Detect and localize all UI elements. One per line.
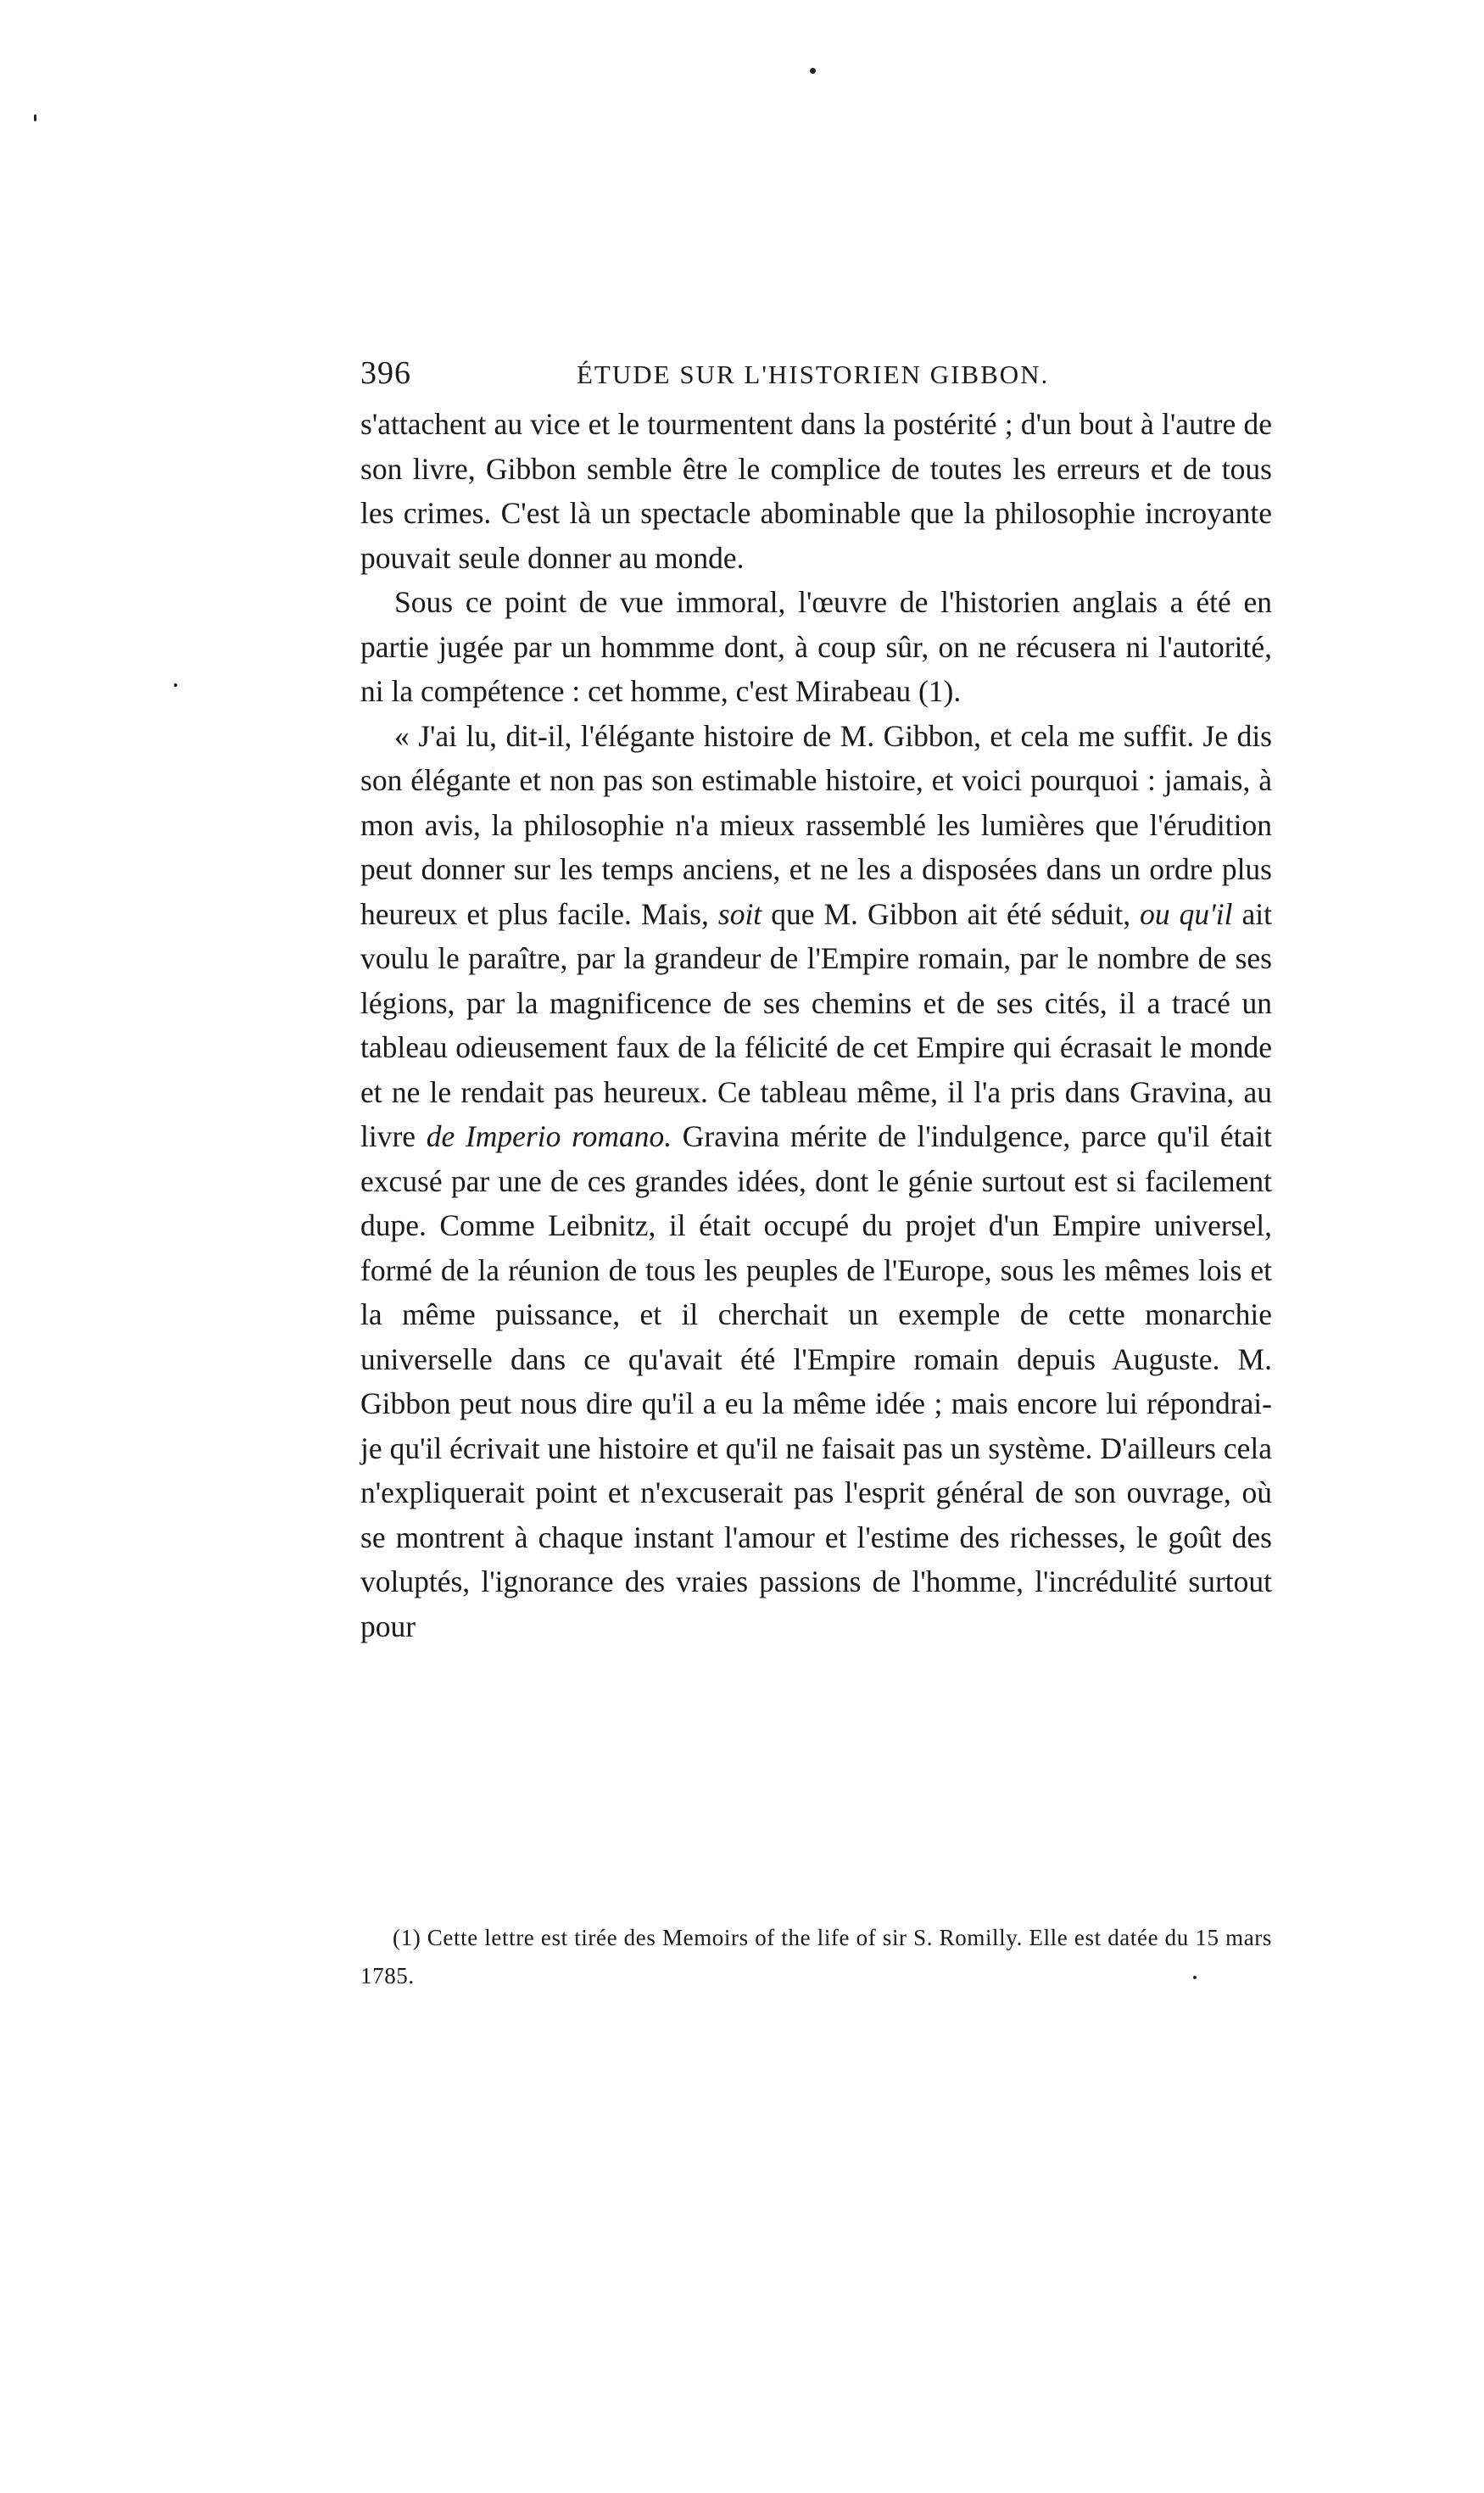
quote-text: Gravina mérite de l'indulgence, parce qu'il était excusé par une de ces grandes idées, dont le génie surtout est si facilement dupe. Comme Leibnitz, il était occupé du projet d'un Empire universel, formé de la réunion de tous les peuples de l'Europe, sous les mêmes lois et la même puissance, et il cherchait un exemple de cette monarchie universelle dans ce qu'avait été l'Empire romain depuis Auguste. M. Gibbon peut nous dire qu'il a eu la même idée ; mais encore lui répondrai-je qu'il écrivait une histoire et qu'il ne faisait pas un système. D'ailleurs cela n'expliquerait point et n'excuserait pas l'esprit général de son ouvrage, où se montrent à chaque instant l'amour et l'estime des richesses, le goût des voluptés, l'ignorance des vraies passions de l'homme, l'incrédulité surtout pour — [360, 1119, 1272, 1643]
footnote: (1) Cette lettre est tirée des Memoirs of the life of sir S. Romilly. Elle est datée du 15 mars 1785. — [360, 1925, 1272, 1988]
quote-text: que M. Gibbon ait été séduit, — [762, 896, 1141, 931]
ink-speck — [174, 683, 177, 687]
paragraph-1: s'attachent au vice et le tourmentent dans la postérité ; d'un bout à l'autre de son livre, Gibbon semble être le complice de toutes les erreurs et de tous les crimes. C'est là un spectacle abominable que la philosophie incroyante pouvait seule donner au monde. — [360, 407, 1272, 575]
paragraph-3 — [360, 714, 1272, 1649]
body-text — [360, 402, 1272, 1648]
italic-text: soit — [717, 896, 762, 931]
quote-text: ait voulu le paraître, par la grandeur de l'Empire romain, par le nombre de ses légions, par la magnificence de ses chemins et de ses cités, il a tracé un tableau odieusement faux de la félicité de cet Empire qui écrasait le monde et ne le rendait pas heureux. Ce tableau même, il l'a pris dans Gravina, au livre — [360, 896, 1273, 1153]
running-title: ÉTUDE SUR L'HISTORIEN GIBBON. — [577, 360, 1050, 389]
page-header — [360, 354, 1272, 397]
page-number: 396 — [360, 355, 411, 391]
ink-speck — [810, 68, 816, 74]
paragraph-2: Sous ce point de vue immoral, l'œuvre de l'historien anglais a été en partie jugée par un hommme dont, à coup sûr, on ne récusera ni l'autorité, ni la compétence : cet homme, c'est Mirabeau (1). — [360, 585, 1272, 708]
italic-text: ou qu'il — [1140, 896, 1233, 931]
ink-speck — [34, 114, 36, 121]
book-title: de Imperio romano. — [426, 1119, 672, 1153]
quote-text: « J'ai lu, dit-il, l'élégante histoire de M. Gibbon, et cela me suffit. Je dis son élégante et non pas son estimable histoire, et voici pourquoi : jamais, à mon avis, la philosophie n'a mieux rassemblé les lumières que l'érudition peut donner sur les temps anciens, et ne les a disposées dans un ordre plus heureux et plus facile. Mais, — [360, 718, 1272, 931]
